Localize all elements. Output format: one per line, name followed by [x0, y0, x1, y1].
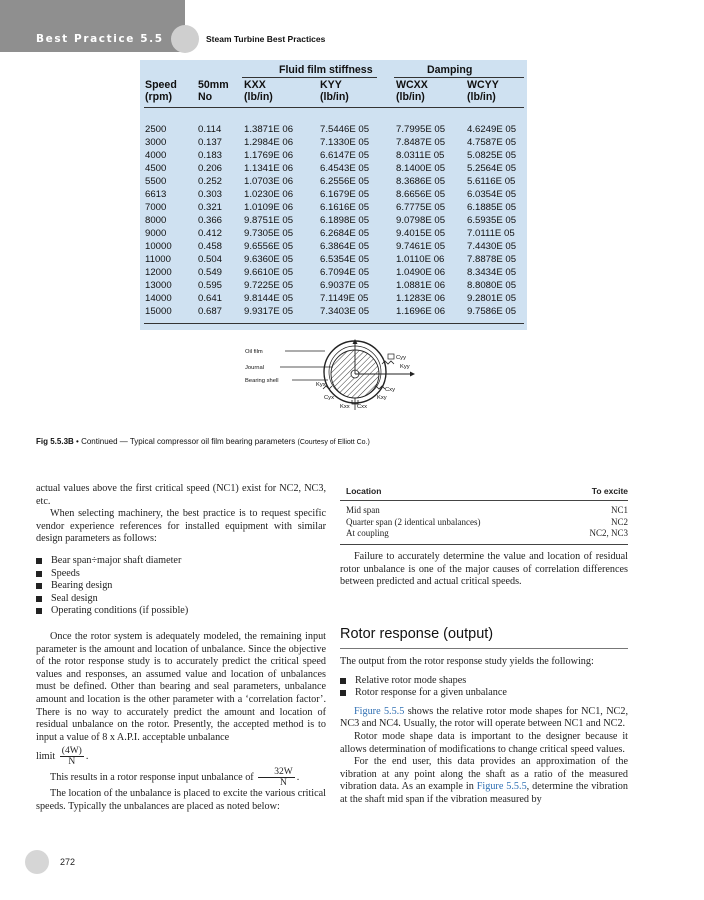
right-p1: Failure to accurately determine the value and location of residual rotor unbalance is one of the major causes of correlation differences between predicted and actual critical speeds. [340, 551, 628, 588]
list-item: Bearing design [36, 580, 326, 593]
table-cell: 7.5446E 05 [320, 124, 370, 135]
table-cell: 8.6656E 05 [396, 189, 446, 200]
table-cell: 9.6556E 05 [244, 241, 294, 252]
bottom-rule [144, 323, 524, 324]
table-cell: 7000 [145, 202, 167, 213]
page-number: 272 [60, 857, 76, 867]
bearing-diagram [230, 338, 430, 420]
table-cell: 6.4543E 05 [320, 163, 370, 174]
table-cell: 6.1616E 05 [320, 202, 370, 213]
list-item: Speeds [36, 568, 326, 581]
table-cell: 6.1885E 05 [467, 202, 517, 213]
table-cell: 7.1149E 05 [320, 293, 369, 304]
table-cell: 6613 [145, 189, 167, 200]
label-kyy: Kyy [400, 364, 410, 370]
label-kxy: Kxy [377, 395, 387, 401]
right-column-bottom [340, 656, 628, 807]
table-cell: 0.114 [198, 124, 222, 135]
table-cell: 9.6610E 05 [244, 267, 294, 278]
table-cell: 0.252 [198, 176, 223, 187]
column-header: KYY (lb/in) [320, 79, 349, 103]
table-cell: 6.3864E 05 [320, 241, 370, 252]
table-row: Mid span NC1 [346, 505, 628, 515]
bullet-square-icon [340, 678, 346, 684]
table-cell: 12000 [145, 267, 172, 278]
table-cell: 6.6147E 05 [320, 150, 370, 161]
caption-bullet: • [76, 437, 79, 446]
left-column [36, 483, 326, 813]
list-item: Operating conditions (if possible) [36, 605, 326, 618]
heading-rule [340, 648, 628, 649]
table-cell: 7.8878E 05 [467, 254, 517, 265]
fraction-4w-n: $\frac{(4W)}{N}$ [61, 746, 82, 768]
damper-yy [388, 354, 394, 359]
group-fluid-film: Fluid film stiffness [279, 64, 373, 76]
output-list [340, 675, 628, 700]
table-cell: 0.641 [198, 293, 223, 304]
table-cell: 1.1283E 06 [396, 293, 446, 304]
table-cell: 9.4015E 05 [396, 228, 446, 239]
table-cell: 8000 [145, 215, 167, 226]
table-cell: 7.0111E 05 [467, 228, 515, 239]
label-cyx: Cyx [324, 395, 334, 401]
unbalance-location-table [340, 486, 628, 545]
table-cell: 6.1679E 05 [320, 189, 370, 200]
table-cell: 0.206 [198, 163, 223, 174]
figure-link[interactable]: Figure 5.5.5 [354, 705, 405, 717]
group-fluid-rule [242, 77, 377, 78]
table-cell: 9.8144E 05 [244, 293, 294, 304]
column-header: WCYY (lb/in) [467, 79, 499, 103]
section-heading: Rotor response (output) [340, 626, 494, 642]
footer-circle-ornament [25, 850, 49, 874]
bullet-square-icon [36, 608, 42, 614]
table-cell: 4500 [145, 163, 167, 174]
table-cell: 1.0110E 06 [396, 254, 445, 265]
left-p5: The location of the unbalance is placed to excite the various critical speeds. Typically the unbalances are placed as noted below: [36, 788, 326, 812]
requirements-list [36, 555, 326, 618]
group-damping-rule [394, 77, 524, 78]
caption-text: Continued — Typical compressor oil film bearing parameters [81, 437, 296, 446]
table-cell: 6.5935E 05 [467, 215, 517, 226]
column-header: KXX (lb/in) [244, 79, 273, 103]
table-cell: 9.7305E 05 [244, 228, 294, 239]
table-cell: 1.0230E 06 [244, 189, 294, 200]
table-cell: 7.1330E 05 [320, 137, 370, 148]
running-title: Steam Turbine Best Practices [206, 34, 326, 44]
right-p4: Rotor mode shape data is important to the designer because it allows determination of modifications to change critical speed values. [340, 730, 628, 755]
table-cell: 15000 [145, 306, 172, 317]
table-cell: 0.412 [198, 228, 223, 239]
table-header: Location To excite [340, 486, 628, 501]
bullet-square-icon [36, 583, 42, 589]
table-cell: 1.0490E 06 [396, 267, 446, 278]
table-cell: 1.0881E 06 [396, 280, 446, 291]
bullet-square-icon [36, 558, 42, 564]
table-cell: 0.366 [198, 215, 223, 226]
figure-link[interactable]: Figure 5.5.5 [476, 781, 527, 793]
caption-credit: (Courtesy of Elliott Co.) [297, 439, 370, 446]
table-cell: 9.7586E 05 [467, 306, 517, 317]
table-cell: 8.8080E 05 [467, 280, 517, 291]
table-cell: 6.9037E 05 [320, 280, 370, 291]
label-cxy: Cxy [385, 387, 395, 393]
table-cell: 0.549 [198, 267, 223, 278]
table-cell: 8.3686E 05 [396, 176, 446, 187]
table-cell: 9.8751E 05 [244, 215, 294, 226]
table-cell: 5.0825E 05 [467, 150, 517, 161]
right-p3: Figure 5.5.5 shows the relative rotor mode shapes for NC1, NC2, NC3 and NC4. Usually, the rotor will operate between NC1 and NC2. [340, 705, 628, 730]
list-item: Bear span÷major shaft diameter [36, 555, 326, 568]
table-cell: 5.6116E 05 [467, 176, 516, 187]
table-cell: 7.3403E 05 [320, 306, 370, 317]
table-cell: 6.7775E 05 [396, 202, 446, 213]
table-cell: 9.6360E 05 [244, 254, 294, 265]
table-cell: 0.504 [198, 254, 223, 265]
figure-caption [36, 437, 370, 446]
table-cell: 9.0798E 05 [396, 215, 446, 226]
table-cell: 9.7225E 05 [244, 280, 294, 291]
header-rule [144, 107, 524, 108]
table-cell: 5500 [145, 176, 167, 187]
label-kyx: Kyx [316, 382, 326, 388]
label-oil-film: Oil film [245, 349, 263, 355]
right-p5: For the end user, this data provides an approximation of the vibration at any point along the shaft as a ratio of the measured vibration data. As an example in Figure 5.5.5, determine the vibration at the shaft mid span if the vibration measured by [340, 756, 628, 805]
table-cell: 0.321 [198, 202, 223, 213]
table-cell: 3000 [145, 137, 167, 148]
figure-number: Fig 5.5.3B [36, 437, 74, 446]
table-cell: 1.2984E 06 [244, 137, 294, 148]
table-cell: 13000 [145, 280, 172, 291]
group-damping: Damping [427, 64, 473, 76]
table-cell: 0.303 [198, 189, 223, 200]
table-cell: 4.6249E 05 [467, 124, 517, 135]
list-item: Rotor response for a given unbalance [340, 687, 628, 700]
table-cell: 0.137 [198, 137, 223, 148]
table-cell: 6.5354E 05 [320, 254, 370, 265]
table-cell: 9.7461E 05 [396, 241, 446, 252]
left-p2: When selecting machinery, the best practice is to request specific vendor experience references for installed equipment with similar design parameters as follows: [36, 508, 326, 545]
table-cell: 4.7587E 05 [467, 137, 517, 148]
table-bottom-rule [340, 544, 628, 545]
bullet-square-icon [36, 596, 42, 602]
table-cell: 11000 [145, 254, 171, 265]
table-cell: 0.595 [198, 280, 223, 291]
table-cell: 9000 [145, 228, 167, 239]
label-cyy: Cyy [396, 355, 406, 361]
table-cell: 7.4430E 05 [467, 241, 517, 252]
right-column-top [340, 551, 628, 589]
column-header: 50mm No [198, 79, 229, 103]
table-cell: 6.7094E 05 [320, 267, 370, 278]
bullet-square-icon [340, 690, 346, 696]
table-cell: 8.3434E 05 [467, 267, 517, 278]
column-header: Speed (rpm) [145, 79, 177, 103]
label-journal: Journal [245, 365, 265, 371]
table-cell: 6.0354E 05 [467, 189, 517, 200]
list-item: Seal design [36, 593, 326, 606]
limit-line: limit $\frac{(4W)}{N}$ . [36, 746, 89, 768]
label-cxx: Cxx [357, 404, 367, 410]
table-cell: 8.0311E 05 [396, 150, 445, 161]
table-cell: 1.1769E 06 [244, 150, 294, 161]
table-cell: 9.9317E 05 [244, 306, 294, 317]
header-circle-ornament [171, 25, 199, 53]
table-cell: 6.1898E 05 [320, 215, 370, 226]
table-row: At coupling NC2, NC3 [346, 528, 628, 538]
table-cell: 1.3871E 06 [244, 124, 294, 135]
fraction-32w-n: $\frac{32W}{N}$ [258, 767, 294, 788]
table-cell: 14000 [145, 293, 172, 304]
table-cell: 1.0703E 06 [244, 176, 294, 187]
column-header: WCXX (lb/in) [396, 79, 428, 103]
label-bearing-shell: Bearing shell [245, 378, 279, 384]
section-label: Best Practice 5.5 [36, 33, 164, 45]
table-cell: 8.1400E 05 [396, 163, 446, 174]
left-p1: actual values above the first critical speed (NC1) exist for NC2, NC3, etc. [36, 483, 326, 507]
table-cell: 0.458 [198, 241, 223, 252]
table-cell: 4000 [145, 150, 167, 161]
table-cell: 6.2684E 05 [320, 228, 370, 239]
table-cell: 5.2564E 05 [467, 163, 517, 174]
table-cell: 10000 [145, 241, 172, 252]
table-cell: 6.2556E 05 [320, 176, 370, 187]
bullet-square-icon [36, 571, 42, 577]
table-row: Quarter span (2 identical unbalances) NC2 [346, 516, 628, 527]
list-item: Relative rotor mode shapes [340, 675, 628, 688]
label-kxx: Kxx [340, 404, 350, 410]
table-cell: 0.687 [198, 306, 223, 317]
table-cell: 9.2801E 05 [467, 293, 517, 304]
table-cell: 1.1341E 06 [244, 163, 294, 174]
right-p2: The output from the rotor response study yields the following: [340, 656, 594, 667]
table-cell: 1.0109E 06 [244, 202, 294, 213]
table-cell: 2500 [145, 124, 167, 135]
left-p4: This results in a rotor response input unbalance of $\frac{32W}{N}$ . [50, 767, 300, 789]
table-cell: 1.1696E 06 [396, 306, 446, 317]
left-p3: Once the rotor system is adequately modeled, the remaining input parameter is the amount and location of unbalance. Since the objective of the rotor response study is to accurately predict the critical speed values and responses, an assumed value and location of unbalances must be defined. Other than bearing and seal parameters, unbalance amount and location is the other parameter with a ‘correlation factor’. There is no way to accurately predict the amount and location of residual unbalance on the rotor. Presently, the accepted method is to input a value of 8 x A.P.I. acceptable unbalance [36, 630, 326, 743]
table-cell: 7.8487E 05 [396, 137, 446, 148]
table-cell: 7.7995E 05 [396, 124, 446, 135]
table-cell: 0.183 [198, 150, 223, 161]
